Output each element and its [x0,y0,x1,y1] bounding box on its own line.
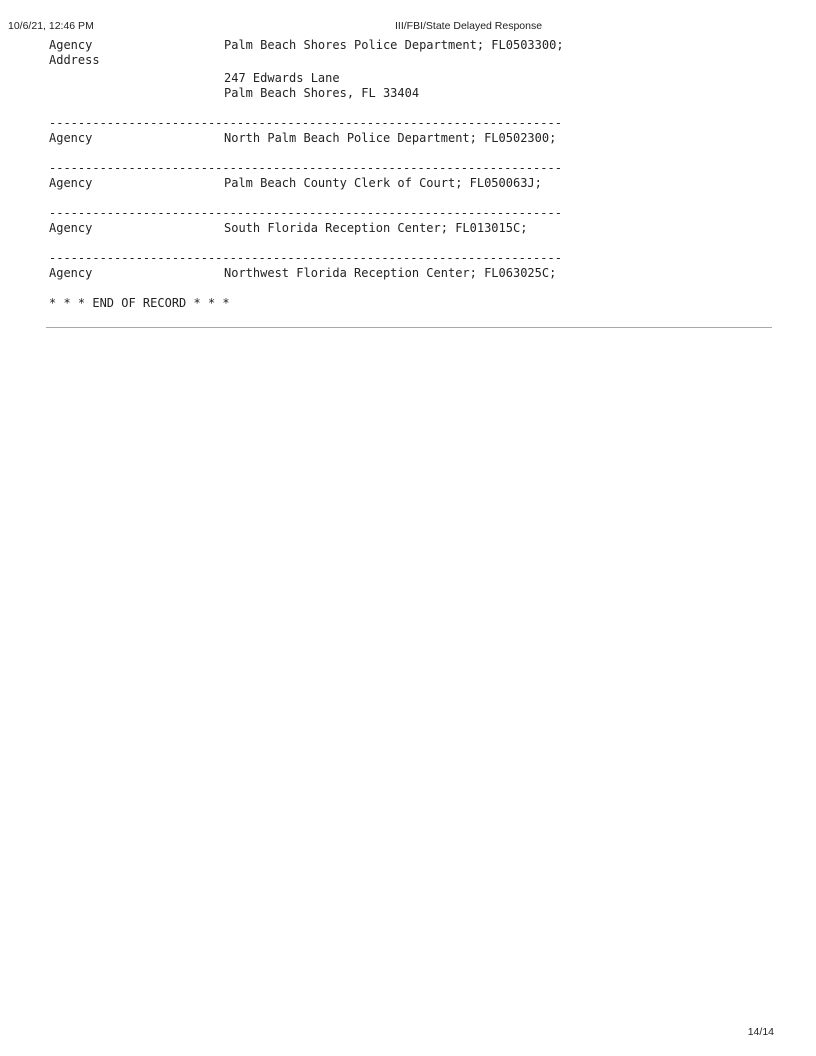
record-row-address-line1 [49,71,579,86]
record-row-agency [49,38,579,53]
agency-value: Northwest Florida Reception Center; FL063025C; [224,266,557,280]
separator-line: ----------------------------------------------------------------------- [49,206,562,220]
print-title: III/FBI/State Delayed Response [395,20,543,32]
separator-line: ----------------------------------------------------------------------- [49,116,562,130]
agency-value: Palm Beach Shores Police Department; FL0503300; [224,38,564,52]
record-row-agency [49,221,579,236]
separator-line: ----------------------------------------------------------------------- [49,251,562,265]
record-row-address [49,53,579,68]
page-number: 14/14 [747,1026,774,1038]
agency-value: Palm Beach County Clerk of Court; FL050063J; [224,176,542,190]
agency-value: South Florida Reception Center; FL013015C; [224,221,528,235]
print-header [0,17,816,33]
horizontal-rule [46,327,772,328]
separator-line: ----------------------------------------------------------------------- [49,161,562,175]
agency-value: North Palm Beach Police Department; FL0502300; [224,131,557,145]
record-body [49,38,579,311]
end-of-record: * * * END OF RECORD * * * [49,296,230,310]
address-line1: 247 Edwards Lane [224,71,340,85]
agency-label: Agency [49,176,93,190]
agency-label: Agency [49,131,93,145]
agency-label: Agency [49,266,93,280]
record-row-agency [49,176,579,191]
address-line2: Palm Beach Shores, FL 33404 [224,86,420,100]
agency-label: Agency [49,221,93,235]
record-row-agency [49,266,579,281]
record-row-address-line2 [49,86,579,101]
record-row-agency [49,131,579,146]
agency-label: Agency [49,38,93,52]
address-label: Address [49,53,100,67]
print-datetime: 10/6/21, 12:46 PM [8,20,94,32]
